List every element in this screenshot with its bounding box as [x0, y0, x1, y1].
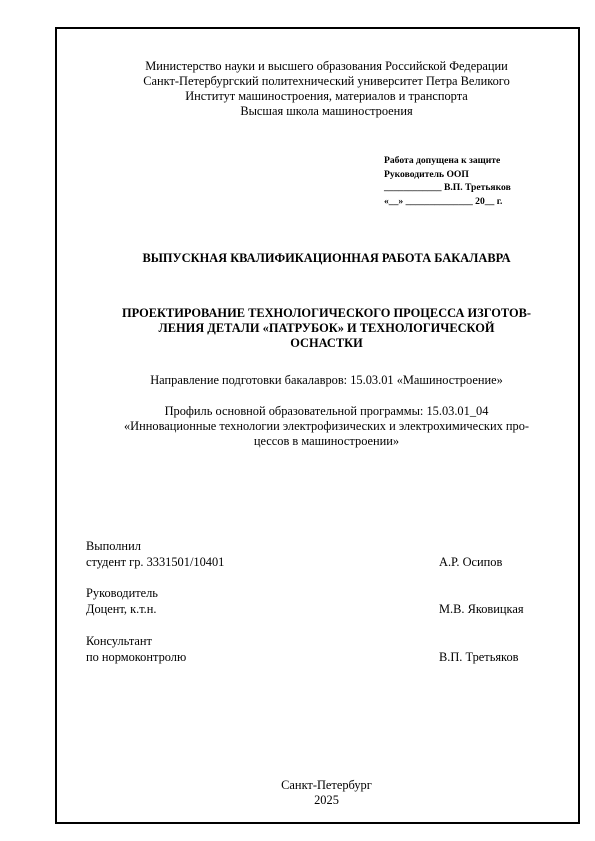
- student-name: А.Р. Осипов: [439, 555, 503, 569]
- thesis-title-line-3: ОСНАСТКИ: [290, 336, 363, 350]
- study-direction: [55, 373, 595, 388]
- study-direction-text: Направление подготовки бакалавров: 15.03.01 «Машиностроение»: [150, 373, 503, 387]
- consultant-name: В.П. Третьяков: [439, 650, 519, 664]
- institute-line: Институт машиностроения, материалов и транспорта: [185, 89, 468, 103]
- consultant-position: по нормоконтролю: [86, 650, 187, 664]
- supervisor-role: Руководитель: [86, 586, 158, 600]
- thesis-title: [55, 306, 595, 351]
- footer: [55, 778, 595, 808]
- program-profile-line-2: «Инновационные технологии электрофизических и электрохимических про-: [123, 419, 530, 433]
- consultant-role: Консультант: [86, 634, 152, 648]
- student-position: студент гр. 3331501/10401: [86, 555, 225, 569]
- program-profile: [55, 404, 595, 449]
- program-profile-line-1: Профиль основной образовательной программы: 15.03.01_04: [164, 404, 489, 418]
- approval-block: [384, 154, 511, 208]
- approval-signature-line: ____________ В.П. Третьяков: [384, 182, 511, 193]
- approval-admitted: Работа допущена к защите: [384, 155, 501, 166]
- footer-city: Санкт-Петербург: [281, 778, 372, 792]
- footer-year: 2025: [314, 793, 339, 807]
- ministry-line: Министерство науки и высшего образования Российской Федерации: [145, 59, 508, 73]
- university-line: Санкт-Петербургский политехнический университет Петра Великого: [143, 74, 510, 88]
- approval-head-role: Руководитель ООП: [384, 168, 469, 180]
- program-profile-line-3: цессов в машиностроении»: [253, 434, 400, 448]
- supervisor-name: М.В. Яковицкая: [439, 602, 524, 616]
- organization-header: [55, 59, 595, 119]
- work-type-heading: ВЫПУСКНАЯ КВАЛИФИКАЦИОННАЯ РАБОТА БАКАЛАВРА: [142, 251, 511, 265]
- approval-date-line: «__» ______________ 20__ г.: [384, 195, 503, 207]
- thesis-title-line-2: ЛЕНИЯ ДЕТАЛИ «ПАТРУБОК» И ТЕХНОЛОГИЧЕСКОЙ: [158, 321, 495, 335]
- student-role: Выполнил: [86, 539, 141, 553]
- school-line: Высшая школа машиностроения: [240, 104, 413, 118]
- supervisor-position: Доцент, к.т.н.: [86, 602, 157, 616]
- thesis-title-line-1: ПРОЕКТИРОВАНИЕ ТЕХНОЛОГИЧЕСКОГО ПРОЦЕССА ИЗГОТОВ-: [121, 306, 532, 320]
